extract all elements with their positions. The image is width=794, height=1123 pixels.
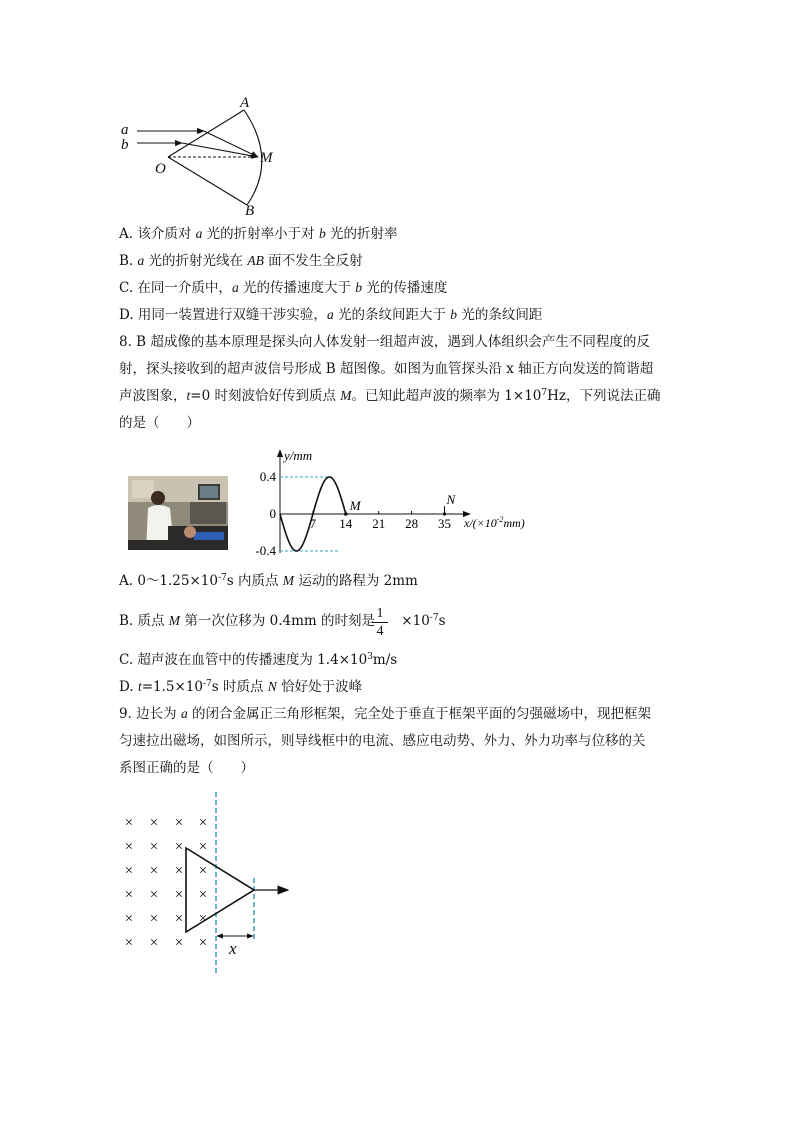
q8-l3c: 。已知此超声波的频率为 1×10 <box>351 388 542 404</box>
q8-l3M: M <box>340 388 352 403</box>
label-b: b <box>121 137 129 153</box>
q8d-v: t <box>137 679 142 694</box>
q7-option-c <box>119 279 447 297</box>
point-N-label: N <box>446 492 456 507</box>
q7a-pre: A. 该介质对 <box>119 226 196 242</box>
q8-stem-line1: 8. B 超成像的基本原理是探头向人体发射一组超声波，遇到人体组织会产生不同程度的反 <box>119 334 650 350</box>
label-a: a <box>121 122 129 138</box>
ultrasound-photo <box>128 476 228 550</box>
ray-a-refracted <box>204 131 258 157</box>
q7c-pre: C. 在同一介质中， <box>119 280 232 296</box>
x-tick-label: 28 <box>405 516 419 531</box>
q8b-pre: B. 质点 <box>119 613 169 629</box>
q9-stem-line3: 系图正确的是（ ） <box>119 760 254 776</box>
wave-chart <box>252 448 552 558</box>
q9-l1b: 的闭合金属正三角形框架，完全处于垂直于框架平面的匀强磁场中，现把框架 <box>187 706 652 722</box>
field-cross-mark: × <box>198 815 208 831</box>
field-cross-mark: × <box>174 815 184 831</box>
q8d-v2: N <box>267 679 277 694</box>
q7d-mid: 光的条纹间距大于 <box>333 307 451 323</box>
q9-stem-line1 <box>119 705 651 723</box>
q8-l3d: Hz，下列说法正确 <box>547 388 661 404</box>
q8b-mid: 第一次位移为 0.4mm 的时刻是 <box>180 613 380 629</box>
q8d-mid: =1.5×10 <box>141 679 203 695</box>
field-cross-mark: × <box>174 863 184 879</box>
q7c-post: 光的传播速度 <box>362 280 448 296</box>
q7b-v2: AB <box>247 253 264 268</box>
q9-l1v: a <box>180 706 188 721</box>
q8-option-a <box>119 572 418 590</box>
field-cross-mark: × <box>149 911 159 927</box>
field-cross-mark: × <box>174 839 184 855</box>
radius-OA <box>168 110 244 157</box>
ray-b-refracted <box>182 143 258 157</box>
q7-option-d <box>119 306 542 324</box>
q7a-mid: 光的折射率小于对 <box>202 226 319 242</box>
q7d-pre: D. 用同一装置进行双缝干涉实验， <box>119 307 327 323</box>
q7a-v1: a <box>195 226 203 241</box>
q8-l3b: =0 时刻波恰好传到质点 <box>190 388 341 404</box>
q8d-mid2: s 时质点 <box>211 679 268 695</box>
q7b-v1: a <box>137 253 145 268</box>
field-cross-mark: × <box>174 887 184 903</box>
q8-l3a: 声波图象， <box>119 388 187 404</box>
q7b-mid: 光的折射光线在 <box>144 253 248 269</box>
field-cross-mark: × <box>124 815 134 831</box>
field-cross-mark: × <box>149 839 159 855</box>
field-cross-mark: × <box>198 935 208 951</box>
x-tick-label: 35 <box>438 516 451 531</box>
field-cross-mark: × <box>124 863 134 879</box>
q7b-post: 面不发生全反射 <box>263 253 363 269</box>
q8a-post: 运动的路程为 2mm <box>294 573 418 589</box>
x-tick-label: 7 <box>309 516 317 531</box>
fraction-denominator: 4 <box>376 624 384 639</box>
q7d-v1: a <box>326 307 334 322</box>
field-cross-mark: × <box>149 935 159 951</box>
field-cross-mark: × <box>198 863 208 879</box>
q8a-mid: s 内质点 <box>226 573 283 589</box>
triangle-frame <box>186 848 254 932</box>
q8a-exp: -7 <box>217 573 227 583</box>
q7b-pre: B. <box>119 253 138 269</box>
y-tick-label: 0.4 <box>259 469 276 484</box>
q8b-post: ×10 <box>401 613 430 629</box>
q8d-exp: -7 <box>202 679 212 689</box>
field-cross-mark: × <box>174 935 184 951</box>
q8a-pre: A. 0～1.25×10 <box>119 573 218 589</box>
q8a-v: M <box>282 573 295 588</box>
q8c-pre: C. 超声波在血管中的传播速度为 1.4×10 <box>119 652 368 668</box>
q8-stem-line2: 射，探头接收到的超声波信号形成 B 超图像。如图为血管探头沿 x 轴正方向发送的简谐超 <box>119 361 654 377</box>
q8-stem-line3 <box>119 387 661 405</box>
q7c-v1: a <box>231 280 239 295</box>
field-cross-mark: × <box>124 911 134 927</box>
q8-option-c <box>119 651 397 669</box>
x-axis-label: $x/(\times 10^{-2}mm)$ <box>464 515 525 530</box>
q9-stem-line2: 匀速拉出磁场，如图所示，则导线框中的电流、感应电动势、外力、外力功率与位移的关 <box>119 733 646 749</box>
field-cross-mark: × <box>124 887 134 903</box>
fraction-one-quarter <box>372 606 388 639</box>
field-cross-mark: × <box>198 887 208 903</box>
q8b-exp: -7 <box>429 613 439 623</box>
q8c-exp: 3 <box>367 652 373 662</box>
field-cross-mark: × <box>124 839 134 855</box>
q7c-v2: b <box>355 280 363 295</box>
point-M-label: M <box>349 498 361 513</box>
field-cross-mark: × <box>198 911 208 927</box>
q7-option-a <box>119 225 398 243</box>
q7c-mid: 光的传播速度大于 <box>238 280 356 296</box>
y-axis-label: y/mm <box>284 448 313 463</box>
x-tick-label: 14 <box>339 516 353 531</box>
q7d-v2: b <box>450 307 458 322</box>
q8d-post: 恰好处于波峰 <box>276 679 363 695</box>
point-M-dot <box>344 512 348 516</box>
field-cross-mark: × <box>198 839 208 855</box>
label-A: A <box>240 95 250 111</box>
y-tick-label: -0.4 <box>255 543 276 558</box>
q8b-end: s <box>438 613 446 629</box>
q7a-post: 光的折射率 <box>325 226 398 242</box>
arc-AB <box>244 110 262 205</box>
point-N-dot <box>443 512 446 515</box>
y-tick-label: 0 <box>269 506 276 521</box>
q8-stem-line4: 的是（ ） <box>119 415 200 431</box>
q9-l1a: 9. 边长为 <box>119 706 181 722</box>
label-O: O <box>155 161 166 177</box>
q8c-post: m/s <box>372 652 398 668</box>
field-cross-mark: × <box>149 863 159 879</box>
q8d-pre: D. <box>119 679 138 695</box>
field-cross-mark: × <box>174 911 184 927</box>
fraction-numerator: 1 <box>376 606 384 621</box>
q8b-v: M <box>168 613 181 628</box>
q7a-v2: b <box>318 226 326 241</box>
label-B: B <box>245 203 255 219</box>
q7d-post: 光的条纹间距 <box>457 307 543 323</box>
radius-OB <box>168 157 247 205</box>
q8-option-d <box>119 678 362 696</box>
q8-l3t: t <box>186 388 191 403</box>
q8-option-b <box>119 612 446 630</box>
field-cross-mark: × <box>124 935 134 951</box>
field-cross-mark: × <box>149 887 159 903</box>
displacement-label: x <box>229 939 237 958</box>
q7-option-b <box>119 252 363 270</box>
label-M: M <box>260 150 273 166</box>
q8-l3exp: 7 <box>541 388 548 398</box>
x-tick-label: 21 <box>372 516 386 531</box>
field-cross-mark: × <box>149 815 159 831</box>
